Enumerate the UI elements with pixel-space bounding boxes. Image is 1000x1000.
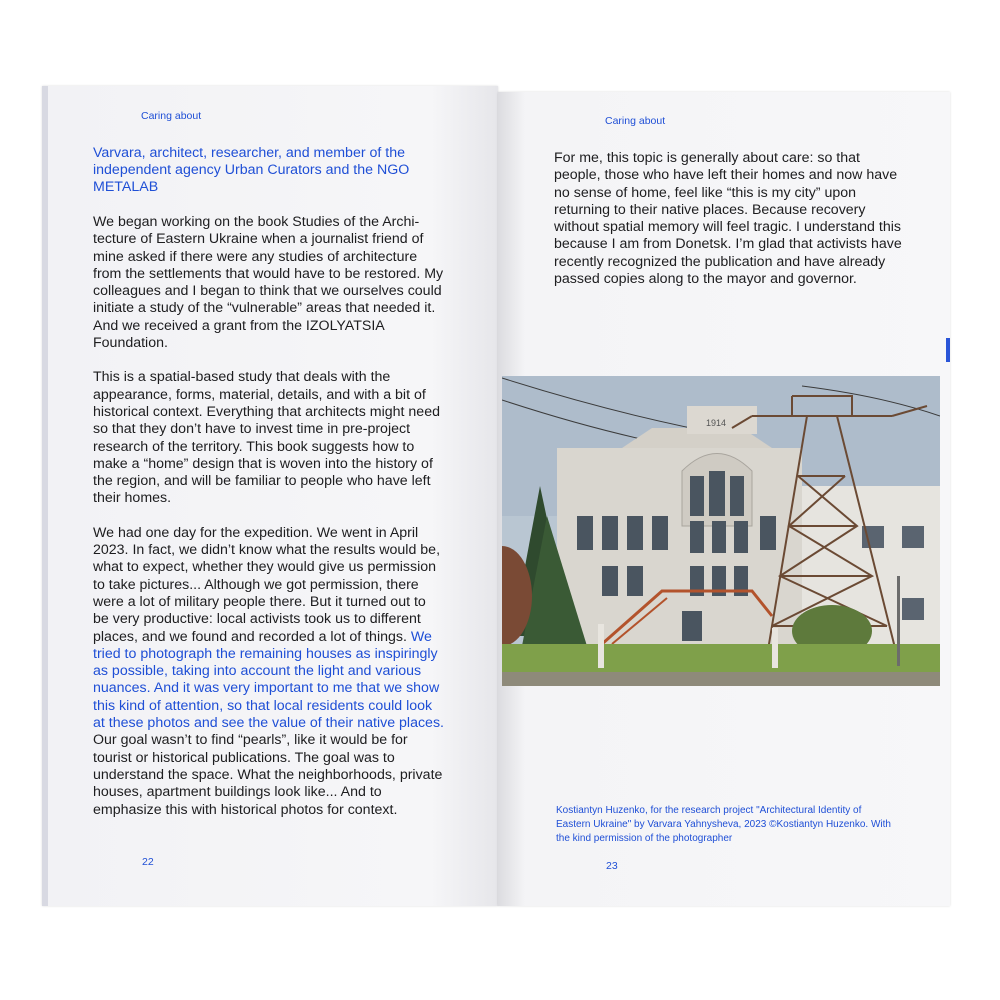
building-photograph: [502, 376, 940, 686]
photo-illustration: [502, 376, 940, 686]
right-page: [498, 92, 950, 906]
paragraph: For me, this topic is generally about care: so that people, those who have left their homes and now have no sense of home, feel like “this is my city” upon returning to their native places. Because recovery without spatial memory will feel tragic. I understand this because I am from Donetsk. I’m glad that activists have recently recognized the publication and have already passed copies along to the mayor and governor.: [554, 150, 902, 288]
facade-date: 1914: [706, 418, 727, 428]
paragraph: [93, 525, 445, 819]
page-number: 22: [142, 856, 154, 868]
highlighted-quote: We tried to photograph the remaining houses as inspiringly as possible, taking into account the light and various nuances. And it was very important to me that we show this kind of attention, so that local residents could look at these photos and see the value of their native places.: [93, 628, 444, 732]
book-spread: [42, 86, 950, 906]
paragraph-text: We had one day for the expedition. We went in April 2023. In fact, we didn’t know what the results would be, what to expect, whether they would give us permission to take pictures... Although we got permission, there were a lot of military people there. But it turned out to be very productive: local activists took us to different places, and we found and recorded a lot of things.: [93, 524, 441, 645]
photo-caption: Kostiantyn Huzenko, for the research project "Architectural Identity of Eastern Ukraine" by Varvara Yahnysheva, 2023 ©Kostiantyn Huzenko. With the kind permission of the photographer: [556, 805, 891, 844]
running-head: Caring about: [141, 110, 202, 122]
paragraph-text: Our goal wasn’t to find “pearls”, like it would be for tourist or historical publications. The goal was to understand the space. What the neighborhoods, private houses, apartment buildings look like... And to emphasize this with historical photos for context.: [93, 732, 443, 818]
left-body-text: [93, 214, 445, 836]
page-edge-marker: [946, 338, 950, 362]
right-body-text: [554, 150, 910, 305]
running-head: Caring about: [605, 115, 666, 127]
page-number: 23: [606, 860, 618, 872]
paragraph: We began working on the book Studies of the Architecture of Eastern Ukraine when a journalist friend of mine asked if there were any studies of architecture from the settlements that would have to be restored. My colleagues and I began to think that we ourselves could initiate a study of the “vulnerable” areas that needed it. And we received a grant from the IZOLYATSIA Foundation.: [93, 214, 444, 352]
paragraph: This is a spatial-based study that deals with the appearance, forms, material, details, and with a bit of historical context. Everything that architects might need so that they don’t have to invest time in pre-project research of the territory. This book suggests how to make a “home” design that is woven into the history of the region, and will be familiar to people who have left their homes.: [93, 369, 440, 507]
interviewee-intro: Varvara, architect, researcher, and member of the independent agency Urban Curators and the NGO METALAB: [93, 145, 410, 195]
left-page: [42, 86, 498, 906]
